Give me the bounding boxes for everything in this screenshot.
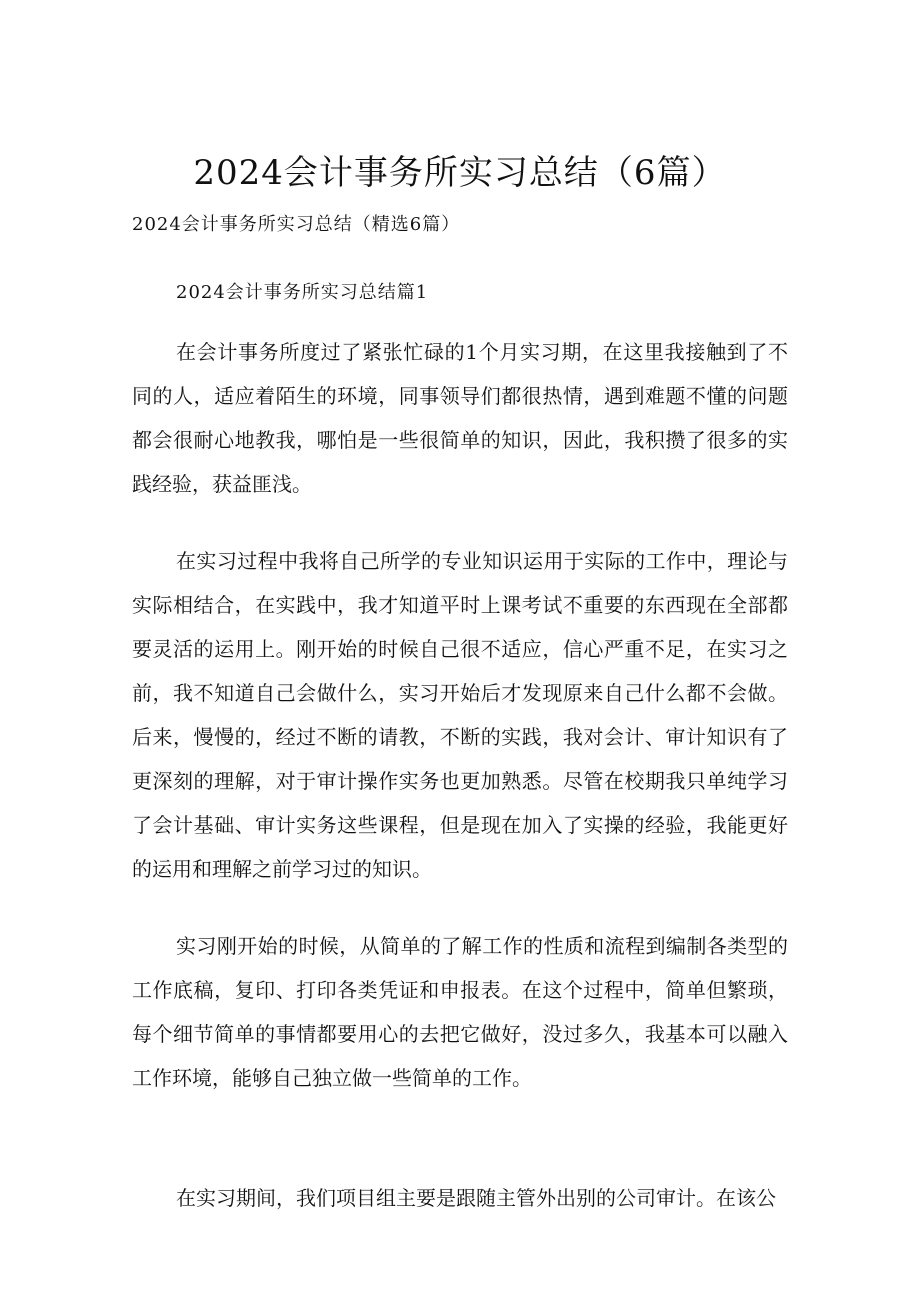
body-paragraph-4: 在实习期间，我们项目组主要是跟随主管外出别的公司审计。在该公 xyxy=(176,1186,776,1210)
body-paragraph-3: 实习刚开始的时候，从简单的了解工作的性质和流程到编制各类型的工作底稿，复印、打印各类凭证和申报表。在这个过程中，简单但繁琐，每个细节简单的事情都要用心的去把它做好，没过多久，我基本可以融入工作环境，能够自己独立做一些简单的工作。 xyxy=(132,934,788,1090)
body-paragraph-2: 在实习过程中我将自己所学的专业知识运用于实际的工作中，理论与实际相结合，在实践中，我才知道平时上课考试不重要的东西现在全部都要灵活的运用上。刚开始的时候自己很不适应，信心严重不足，在实习之前，我不知道自己会做什么，实习开始后才发现原来自己什么都不会做。后来，慢慢的，经过不断的请教，不断的实践，我对会计、审计知识有了更深刻的理解，对于审计操作实务也更加熟悉。尽管在校期我只单纯学习了会计基础、审计实务这些课程，但是现在加入了实操的经验，我能更好的运用和理解之前学习过的知识。 xyxy=(132,549,788,881)
section-heading: 2024会计事务所实习总结篇1 xyxy=(176,282,429,303)
body-paragraph-1: 在会计事务所度过了紧张忙碌的1个月实习期，在这里我接触到了不同的人，适应着陌生的环境，同事领导们都很热情，遇到难题不懂的问题都会很耐心地教我，哪怕是一些很简单的知识，因此，我积攒了很多的实践经验，获益匪浅。 xyxy=(132,340,788,496)
document-subtitle: 2024会计事务所实习总结（精选6篇） xyxy=(132,214,461,235)
document-title: 2024会计事务所实习总结（6篇） xyxy=(193,153,727,193)
